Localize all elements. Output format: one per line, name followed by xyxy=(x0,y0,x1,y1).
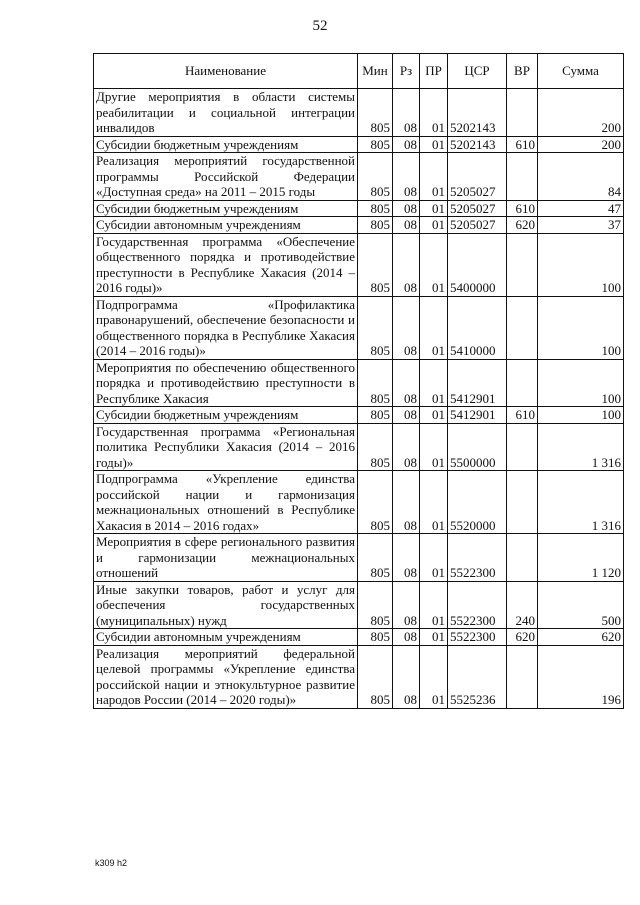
cell-csr: 5522300 xyxy=(448,629,507,646)
cell-pr: 01 xyxy=(420,136,448,153)
header-min: Мин xyxy=(358,54,393,89)
cell-sum: 620 xyxy=(538,629,624,646)
cell-vr: 620 xyxy=(507,629,538,646)
cell-rz: 08 xyxy=(393,423,420,471)
cell-pr: 01 xyxy=(420,423,448,471)
cell-min: 805 xyxy=(358,296,393,359)
cell-rz: 08 xyxy=(393,200,420,217)
cell-sum: 500 xyxy=(538,581,624,629)
cell-rz: 08 xyxy=(393,359,420,407)
cell-name: Другие мероприятия в области системы реабилитации и социальной интеграции инвалидов xyxy=(94,89,358,137)
cell-sum: 1 316 xyxy=(538,423,624,471)
cell-rz: 08 xyxy=(393,534,420,582)
table-body xyxy=(94,89,624,709)
cell-sum: 100 xyxy=(538,407,624,424)
cell-name: Государственная программа «Обеспечение общественного порядка и противодействие преступности в Республике Хакасия (2014 – 2016 годы)» xyxy=(94,233,358,296)
footer-code: k309 h2 xyxy=(95,858,128,868)
cell-name: Подпрограмма «Профилактика правонарушений, обеспечение безопасности и общественного порядка в Республике Хакасия (2014 – 2016 годы)» xyxy=(94,296,358,359)
cell-min: 805 xyxy=(358,359,393,407)
cell-pr: 01 xyxy=(420,296,448,359)
cell-name: Субсидии бюджетным учреждениям xyxy=(94,136,358,153)
cell-vr xyxy=(507,233,538,296)
cell-csr: 5500000 xyxy=(448,423,507,471)
cell-name: Реализация мероприятий государственной программы Российской Федерации «Доступная среда» на 2011 – 2015 годы xyxy=(94,153,358,201)
cell-name: Реализация мероприятий федеральной целевой программы «Укрепление единства российской нации и этнокультурное развитие народов России (2014 – 2020 годы)» xyxy=(94,645,358,708)
page-number: 52 xyxy=(312,18,328,34)
table-row xyxy=(94,200,624,217)
cell-rz: 08 xyxy=(393,217,420,234)
cell-rz: 08 xyxy=(393,629,420,646)
cell-vr xyxy=(507,423,538,471)
cell-vr: 610 xyxy=(507,200,538,217)
cell-rz: 08 xyxy=(393,581,420,629)
cell-pr: 01 xyxy=(420,153,448,201)
cell-rz: 08 xyxy=(393,136,420,153)
cell-pr: 01 xyxy=(420,89,448,137)
cell-sum: 47 xyxy=(538,200,624,217)
header-vr: ВР xyxy=(507,54,538,89)
header-name: Наименование xyxy=(94,54,358,89)
table-row xyxy=(94,471,624,534)
cell-pr: 01 xyxy=(420,233,448,296)
table-header-row xyxy=(94,54,624,89)
cell-min: 805 xyxy=(358,136,393,153)
cell-vr xyxy=(507,471,538,534)
cell-sum: 100 xyxy=(538,233,624,296)
header-sum: Сумма xyxy=(538,54,624,89)
cell-min: 805 xyxy=(358,407,393,424)
cell-rz: 08 xyxy=(393,153,420,201)
cell-pr: 01 xyxy=(420,534,448,582)
table-row xyxy=(94,136,624,153)
table-row xyxy=(94,534,624,582)
header-pr: ПР xyxy=(420,54,448,89)
table-row xyxy=(94,89,624,137)
cell-sum: 100 xyxy=(538,296,624,359)
cell-csr: 5525236 xyxy=(448,645,507,708)
cell-sum: 37 xyxy=(538,217,624,234)
cell-vr xyxy=(507,534,538,582)
cell-sum: 1 120 xyxy=(538,534,624,582)
cell-pr: 01 xyxy=(420,581,448,629)
cell-csr: 5205027 xyxy=(448,153,507,201)
cell-csr: 5202143 xyxy=(448,136,507,153)
cell-name: Мероприятия в сфере регионального развития и гармонизации межнациональных отношений xyxy=(94,534,358,582)
table-row xyxy=(94,296,624,359)
cell-csr: 5520000 xyxy=(448,471,507,534)
cell-name: Мероприятия по обеспечению общественного порядка и противодействию преступности в Республике Хакасия xyxy=(94,359,358,407)
cell-pr: 01 xyxy=(420,200,448,217)
table-row xyxy=(94,423,624,471)
cell-min: 805 xyxy=(358,423,393,471)
cell-pr: 01 xyxy=(420,359,448,407)
cell-vr xyxy=(507,89,538,137)
cell-vr xyxy=(507,153,538,201)
header-csr: ЦСР xyxy=(448,54,507,89)
table-row xyxy=(94,359,624,407)
cell-rz: 08 xyxy=(393,296,420,359)
budget-table xyxy=(93,53,624,709)
cell-pr: 01 xyxy=(420,645,448,708)
cell-csr: 5205027 xyxy=(448,217,507,234)
table-row xyxy=(94,233,624,296)
cell-min: 805 xyxy=(358,471,393,534)
cell-name: Подпрограмма «Укрепление единства российской нации и гармонизация межнациональных отношений в Республике Хакасия в 2014 – 2016 годах» xyxy=(94,471,358,534)
cell-pr: 01 xyxy=(420,471,448,534)
cell-vr xyxy=(507,296,538,359)
cell-csr: 5202143 xyxy=(448,89,507,137)
table-row xyxy=(94,153,624,201)
cell-name: Государственная программа «Региональная политика Республики Хакасия (2014 – 2016 годы)» xyxy=(94,423,358,471)
cell-csr: 5400000 xyxy=(448,233,507,296)
table-row xyxy=(94,581,624,629)
cell-name: Иные закупки товаров, работ и услуг для обеспечения государственных (муниципальных) нужд xyxy=(94,581,358,629)
cell-csr: 5522300 xyxy=(448,581,507,629)
cell-min: 805 xyxy=(358,581,393,629)
cell-pr: 01 xyxy=(420,629,448,646)
cell-rz: 08 xyxy=(393,89,420,137)
cell-csr: 5522300 xyxy=(448,534,507,582)
cell-vr: 240 xyxy=(507,581,538,629)
cell-min: 805 xyxy=(358,233,393,296)
cell-min: 805 xyxy=(358,629,393,646)
table-row xyxy=(94,629,624,646)
cell-name: Субсидии бюджетным учреждениям xyxy=(94,200,358,217)
cell-vr: 610 xyxy=(507,136,538,153)
table-row xyxy=(94,217,624,234)
cell-min: 805 xyxy=(358,534,393,582)
cell-min: 805 xyxy=(358,89,393,137)
cell-min: 805 xyxy=(358,645,393,708)
cell-sum: 100 xyxy=(538,359,624,407)
cell-vr xyxy=(507,645,538,708)
cell-name: Субсидии бюджетным учреждениям xyxy=(94,407,358,424)
cell-min: 805 xyxy=(358,200,393,217)
cell-rz: 08 xyxy=(393,471,420,534)
cell-sum: 200 xyxy=(538,136,624,153)
cell-min: 805 xyxy=(358,217,393,234)
table-row xyxy=(94,645,624,708)
cell-vr: 620 xyxy=(507,217,538,234)
cell-vr xyxy=(507,359,538,407)
cell-sum: 84 xyxy=(538,153,624,201)
cell-csr: 5205027 xyxy=(448,200,507,217)
cell-rz: 08 xyxy=(393,407,420,424)
header-rz: Рз xyxy=(393,54,420,89)
cell-sum: 1 316 xyxy=(538,471,624,534)
table-row xyxy=(94,407,624,424)
cell-min: 805 xyxy=(358,153,393,201)
cell-csr: 5412901 xyxy=(448,359,507,407)
cell-sum: 200 xyxy=(538,89,624,137)
cell-csr: 5412901 xyxy=(448,407,507,424)
cell-pr: 01 xyxy=(420,407,448,424)
cell-rz: 08 xyxy=(393,645,420,708)
cell-name: Субсидии автономным учреждениям xyxy=(94,629,358,646)
cell-csr: 5410000 xyxy=(448,296,507,359)
cell-pr: 01 xyxy=(420,217,448,234)
cell-rz: 08 xyxy=(393,233,420,296)
cell-vr: 610 xyxy=(507,407,538,424)
cell-name: Субсидии автономным учреждениям xyxy=(94,217,358,234)
cell-sum: 196 xyxy=(538,645,624,708)
